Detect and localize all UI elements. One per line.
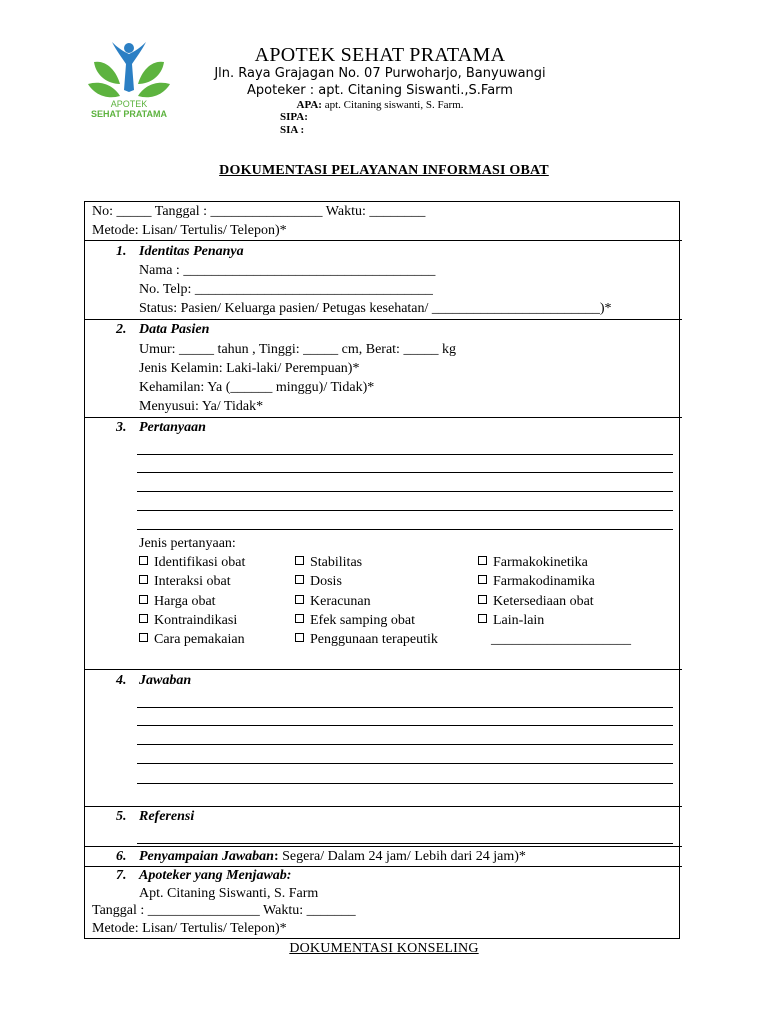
checkbox-icon[interactable] [139, 614, 148, 623]
checkbox-icon[interactable] [478, 575, 487, 584]
checkbox-lain-lain[interactable]: Lain-lain [478, 613, 544, 629]
section-title-apoteker: Apoteker yang Menjawab: [139, 868, 292, 883]
checkbox-icon[interactable] [478, 614, 487, 623]
pregnancy-field[interactable]: Kehamilan: Ya (______ minggu)/ Tidak)* [139, 380, 375, 395]
checkbox-keracunan[interactable]: Keracunan [295, 594, 371, 610]
breastfeeding-field[interactable]: Menyusui: Ya/ Tidak* [139, 399, 264, 414]
checkbox-icon[interactable] [139, 595, 148, 604]
answer-date-time-field[interactable]: Tanggal : ________________ Waktu: _______ [92, 903, 356, 918]
pharmacy-logo [84, 40, 174, 122]
question-writing-line[interactable] [137, 454, 673, 455]
checkbox-kontraindikasi[interactable]: Kontraindikasi [139, 613, 237, 629]
answer-method-line: Metode: Lisan/ Tertulis/ Telepon)* [92, 921, 287, 936]
section-title-jawaban: Jawaban [139, 673, 192, 688]
checkbox-interaksi-obat[interactable]: Interaksi obat [139, 574, 231, 590]
checkbox-icon[interactable] [139, 556, 148, 565]
checkbox-icon[interactable] [295, 595, 304, 604]
section-number: 1. [116, 244, 127, 259]
checkbox-farmakodinamika[interactable]: Farmakodinamika [478, 574, 595, 590]
checkbox-icon[interactable] [295, 556, 304, 565]
section-number: 7. [116, 868, 127, 883]
row-divider [84, 240, 682, 241]
checkbox-icon[interactable] [295, 575, 304, 584]
checkbox-cara-pemakaian[interactable]: Cara pemakaian [139, 632, 245, 648]
row-divider [84, 417, 682, 418]
checkbox-icon[interactable] [139, 575, 148, 584]
logo-text-line2: SEHAT PRATAMA [91, 109, 167, 119]
pharmacy-name: APOTEK SEHAT PRATAMA [254, 44, 506, 66]
section-number: 6. [116, 849, 127, 864]
answer-writing-line[interactable] [137, 707, 673, 708]
checkbox-icon[interactable] [295, 633, 304, 642]
checkbox-efek-samping[interactable]: Efek samping obat [295, 613, 415, 629]
sipa-label: SIPA: [280, 111, 308, 123]
answer-writing-line[interactable] [137, 725, 673, 726]
apa-label: APA: [296, 99, 322, 111]
answer-delivery-line[interactable]: Penyampaian Jawaban: Segera/ Dalam 24 jam/ Lebih dari 24 jam)* [139, 849, 526, 864]
section-title-data-pasien: Data Pasien [139, 322, 210, 337]
checkbox-stabilitas[interactable]: Stabilitas [295, 555, 362, 571]
section-number: 5. [116, 809, 127, 824]
row-divider [84, 669, 682, 670]
checkbox-penggunaan-terapeutik[interactable]: Penggunaan terapeutik [295, 632, 438, 648]
section-title-referensi: Referensi [139, 809, 195, 824]
lain-lain-blank[interactable]: ____________________ [491, 632, 631, 647]
pharmacist-line: Apoteker : apt. Citaning Siswanti.,S.Farm [247, 83, 513, 98]
logo-text-line1: APOTEK [110, 99, 148, 109]
checkbox-harga-obat[interactable]: Harga obat [139, 594, 216, 610]
apa-value: apt. Citaning siswanti, S. Farm. [321, 99, 464, 111]
apa-line [200, 99, 560, 111]
checkbox-icon[interactable] [478, 595, 487, 604]
section-number: 4. [116, 673, 127, 688]
row-divider [84, 319, 682, 320]
question-writing-line[interactable] [137, 529, 673, 530]
age-height-weight-field[interactable]: Umur: _____ tahun , Tinggi: _____ cm, Berat: _____ kg [139, 342, 456, 357]
method-line: Metode: Lisan/ Tertulis/ Telepon)* [92, 223, 287, 238]
checkbox-farmakokinetika[interactable]: Farmakokinetika [478, 555, 588, 571]
answer-writing-line[interactable] [137, 783, 673, 784]
sia-label: SIA : [280, 124, 305, 136]
checkbox-dosis[interactable]: Dosis [295, 574, 342, 590]
question-writing-line[interactable] [137, 491, 673, 492]
no-date-time-field[interactable]: No: _____ Tanggal : ________________ Waktu: ________ [92, 204, 426, 219]
nama-field[interactable]: Nama : ____________________________________ [139, 263, 436, 278]
status-field[interactable]: Status: Pasien/ Keluarga pasien/ Petugas kesehatan/ ________________________)* [139, 301, 612, 316]
checkbox-ketersediaan-obat[interactable]: Ketersediaan obat [478, 594, 594, 610]
question-type-label: Jenis pertanyaan: [139, 536, 236, 551]
checkbox-icon[interactable] [478, 556, 487, 565]
row-divider [84, 846, 682, 847]
row-divider [84, 866, 682, 867]
pharmacy-address: Jln. Raya Grajagan No. 07 Purwoharjo, Banyuwangi [214, 66, 546, 81]
section-title-penyampaian: Penyampaian Jawaban [139, 849, 274, 864]
gender-field[interactable]: Jenis Kelamin: Laki-laki/ Perempuan)* [139, 361, 360, 376]
person-icon [112, 42, 146, 92]
delivery-options: Segera/ Dalam 24 jam/ Lebih dari 24 jam)* [278, 849, 526, 864]
section-number: 2. [116, 322, 127, 337]
counseling-title: DOKUMENTASI KONSELING [289, 941, 479, 956]
checkbox-icon[interactable] [139, 633, 148, 642]
section-title-identitas: Identitas Penanya [139, 244, 244, 259]
section-title-pertanyaan: Pertanyaan [139, 420, 206, 435]
answer-writing-line[interactable] [137, 744, 673, 745]
document-title: DOKUMENTASI PELAYANAN INFORMASI OBAT [219, 163, 549, 178]
checkbox-identifikasi-obat[interactable]: Identifikasi obat [139, 555, 245, 571]
section-number: 3. [116, 420, 127, 435]
reference-writing-line[interactable] [137, 843, 673, 844]
answer-writing-line[interactable] [137, 763, 673, 764]
pharmacist-name: Apt. Citaning Siswanti, S. Farm [139, 886, 319, 901]
telp-field[interactable]: No. Telp: __________________________________ [139, 282, 433, 297]
question-writing-line[interactable] [137, 510, 673, 511]
question-writing-line[interactable] [137, 472, 673, 473]
row-divider [84, 806, 682, 807]
checkbox-icon[interactable] [295, 614, 304, 623]
